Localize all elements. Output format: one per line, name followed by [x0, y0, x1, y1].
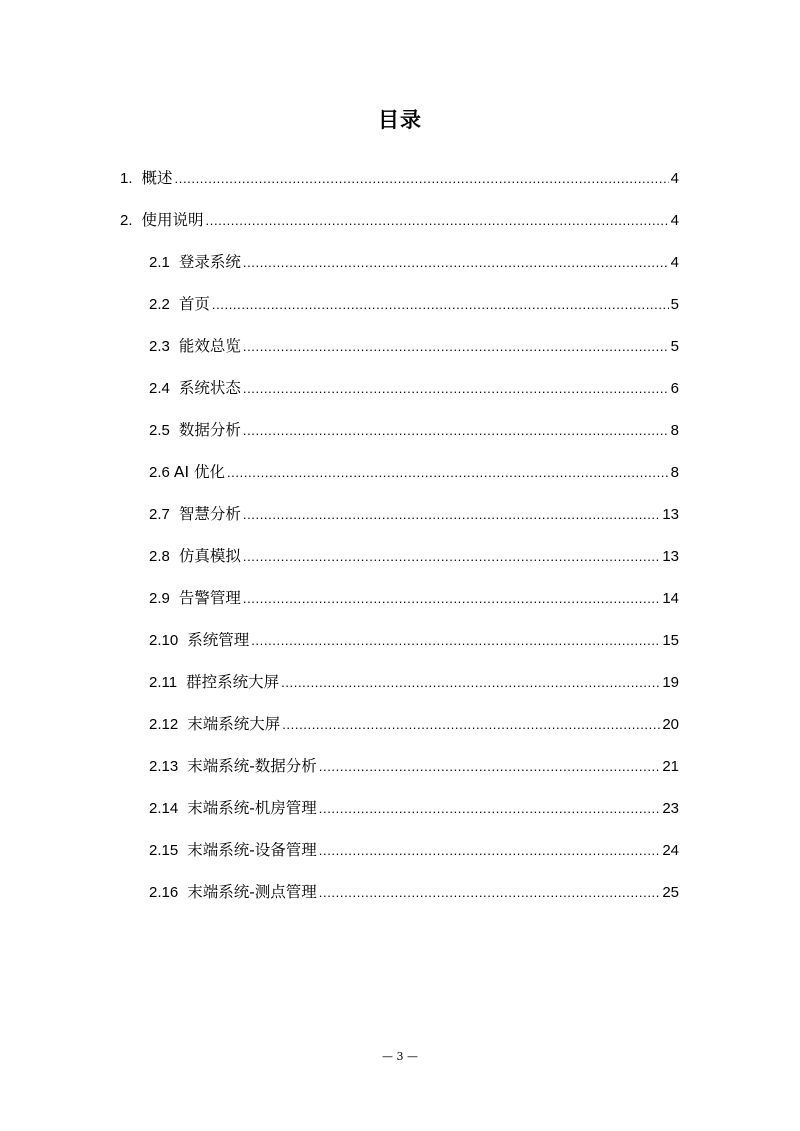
page-title: 目录	[378, 108, 422, 132]
toc-entry-number: 2.3	[149, 338, 170, 355]
toc-entry-title: 智慧分析	[178, 505, 241, 523]
toc-entry-title: 能效总览	[178, 337, 241, 355]
toc-leader-dots	[243, 339, 669, 354]
toc-leader-dots	[175, 171, 669, 186]
toc-entry-page: 4	[670, 170, 679, 187]
toc-entry-page: 5	[670, 338, 679, 355]
toc-entry[interactable]	[149, 334, 679, 360]
toc-entry-page: 14	[662, 590, 679, 607]
toc-entry-title: 末端系统-机房管理	[187, 799, 317, 817]
toc-entry[interactable]	[120, 166, 679, 192]
toc-entry[interactable]	[149, 712, 679, 738]
toc-leader-dots	[251, 633, 660, 648]
toc-entry-title: 末端系统-测点管理	[187, 883, 317, 901]
toc-leader-dots	[282, 717, 660, 732]
toc-leader-dots	[243, 381, 669, 396]
toc-entry-number: 2.11	[149, 674, 178, 691]
toc-entry-number: 2.	[120, 212, 133, 229]
toc-entry[interactable]	[149, 502, 679, 528]
toc-entry[interactable]	[149, 544, 679, 570]
toc-leader-dots	[212, 297, 669, 312]
toc-entry-page: 4	[670, 254, 679, 271]
toc-entry[interactable]	[149, 250, 679, 276]
toc-entry-page: 20	[662, 716, 679, 733]
toc-entry-page: 4	[670, 212, 679, 229]
toc-entry-title: 概述	[141, 169, 173, 187]
toc-leader-dots	[243, 255, 669, 270]
toc-entry-title: 末端系统-数据分析	[187, 757, 317, 775]
toc-entry[interactable]	[149, 292, 679, 318]
toc-entry[interactable]	[149, 880, 679, 906]
toc-entry-title: 数据分析	[178, 421, 241, 439]
toc-entry[interactable]	[149, 670, 679, 696]
toc-leader-dots	[319, 885, 661, 900]
toc-entry-title: 系统状态	[178, 379, 241, 397]
toc-entry-number: 2.4	[149, 380, 170, 397]
toc-entry-number: 2.8	[149, 548, 170, 565]
toc-entry-page: 24	[662, 842, 679, 859]
toc-entry-number: 2.16	[149, 884, 179, 901]
toc-entry[interactable]	[149, 754, 679, 780]
toc-entry-page: 6	[670, 380, 679, 397]
toc-entry[interactable]	[149, 460, 679, 486]
toc-entry-page: 13	[662, 548, 679, 565]
toc-leader-dots	[319, 801, 661, 816]
toc-entry-number: 2.6	[149, 464, 170, 481]
toc-entry-page: 15	[662, 632, 679, 649]
toc-entry-number: 2.2	[149, 296, 170, 313]
toc-entry-page: 21	[662, 758, 679, 775]
toc-leader-dots	[243, 423, 669, 438]
toc-leader-dots	[206, 213, 669, 228]
toc-entry-page: 13	[662, 506, 679, 523]
toc-entry-title: 使用说明	[141, 211, 204, 229]
toc-entry-number: 1.	[120, 170, 133, 187]
toc-entry[interactable]	[149, 628, 679, 654]
toc-entry-title: AI 优化	[173, 463, 225, 481]
toc-leader-dots	[243, 591, 660, 606]
toc-leader-dots	[281, 675, 660, 690]
toc-entry-number: 2.14	[149, 800, 179, 817]
toc-entry-page: 23	[662, 800, 679, 817]
toc-entry-page: 8	[670, 422, 679, 439]
toc-leader-dots	[243, 507, 660, 522]
toc-entry[interactable]	[149, 796, 679, 822]
toc-entry-title: 仿真模拟	[178, 547, 241, 565]
toc-leader-dots	[227, 465, 669, 480]
toc-entry-title: 末端系统-设备管理	[187, 841, 317, 859]
toc-entry-page: 8	[670, 464, 679, 481]
toc-entry[interactable]	[149, 376, 679, 402]
toc-entry[interactable]	[149, 838, 679, 864]
toc-leader-dots	[319, 759, 661, 774]
toc-entry-page: 5	[670, 296, 679, 313]
toc-entry-number: 2.10	[149, 632, 179, 649]
toc-entry-title: 群控系统大屏	[186, 673, 280, 691]
toc-entry-page: 19	[662, 674, 679, 691]
toc-leader-dots	[243, 549, 660, 564]
toc-entry-number: 2.7	[149, 506, 170, 523]
toc-entry[interactable]	[149, 418, 679, 444]
toc-entry-number: 2.1	[149, 254, 170, 271]
toc-entry[interactable]	[120, 208, 679, 234]
toc-entry-number: 2.15	[149, 842, 179, 859]
toc-entry-number: 2.5	[149, 422, 170, 439]
toc-leader-dots	[319, 843, 661, 858]
page-number-footer: — 3 —	[382, 1050, 418, 1063]
toc-entry-title: 登录系统	[178, 253, 241, 271]
toc-entry-title: 系统管理	[187, 631, 250, 649]
toc-entry-page: 25	[662, 884, 679, 901]
toc-entry[interactable]	[149, 586, 679, 612]
toc-entry-title: 末端系统大屏	[187, 715, 281, 733]
toc-entry-title: 告警管理	[178, 589, 241, 607]
toc-entry-title: 首页	[178, 295, 210, 313]
toc-entry-number: 2.9	[149, 590, 170, 607]
toc-entry-number: 2.13	[149, 758, 179, 775]
toc-entry-number: 2.12	[149, 716, 179, 733]
